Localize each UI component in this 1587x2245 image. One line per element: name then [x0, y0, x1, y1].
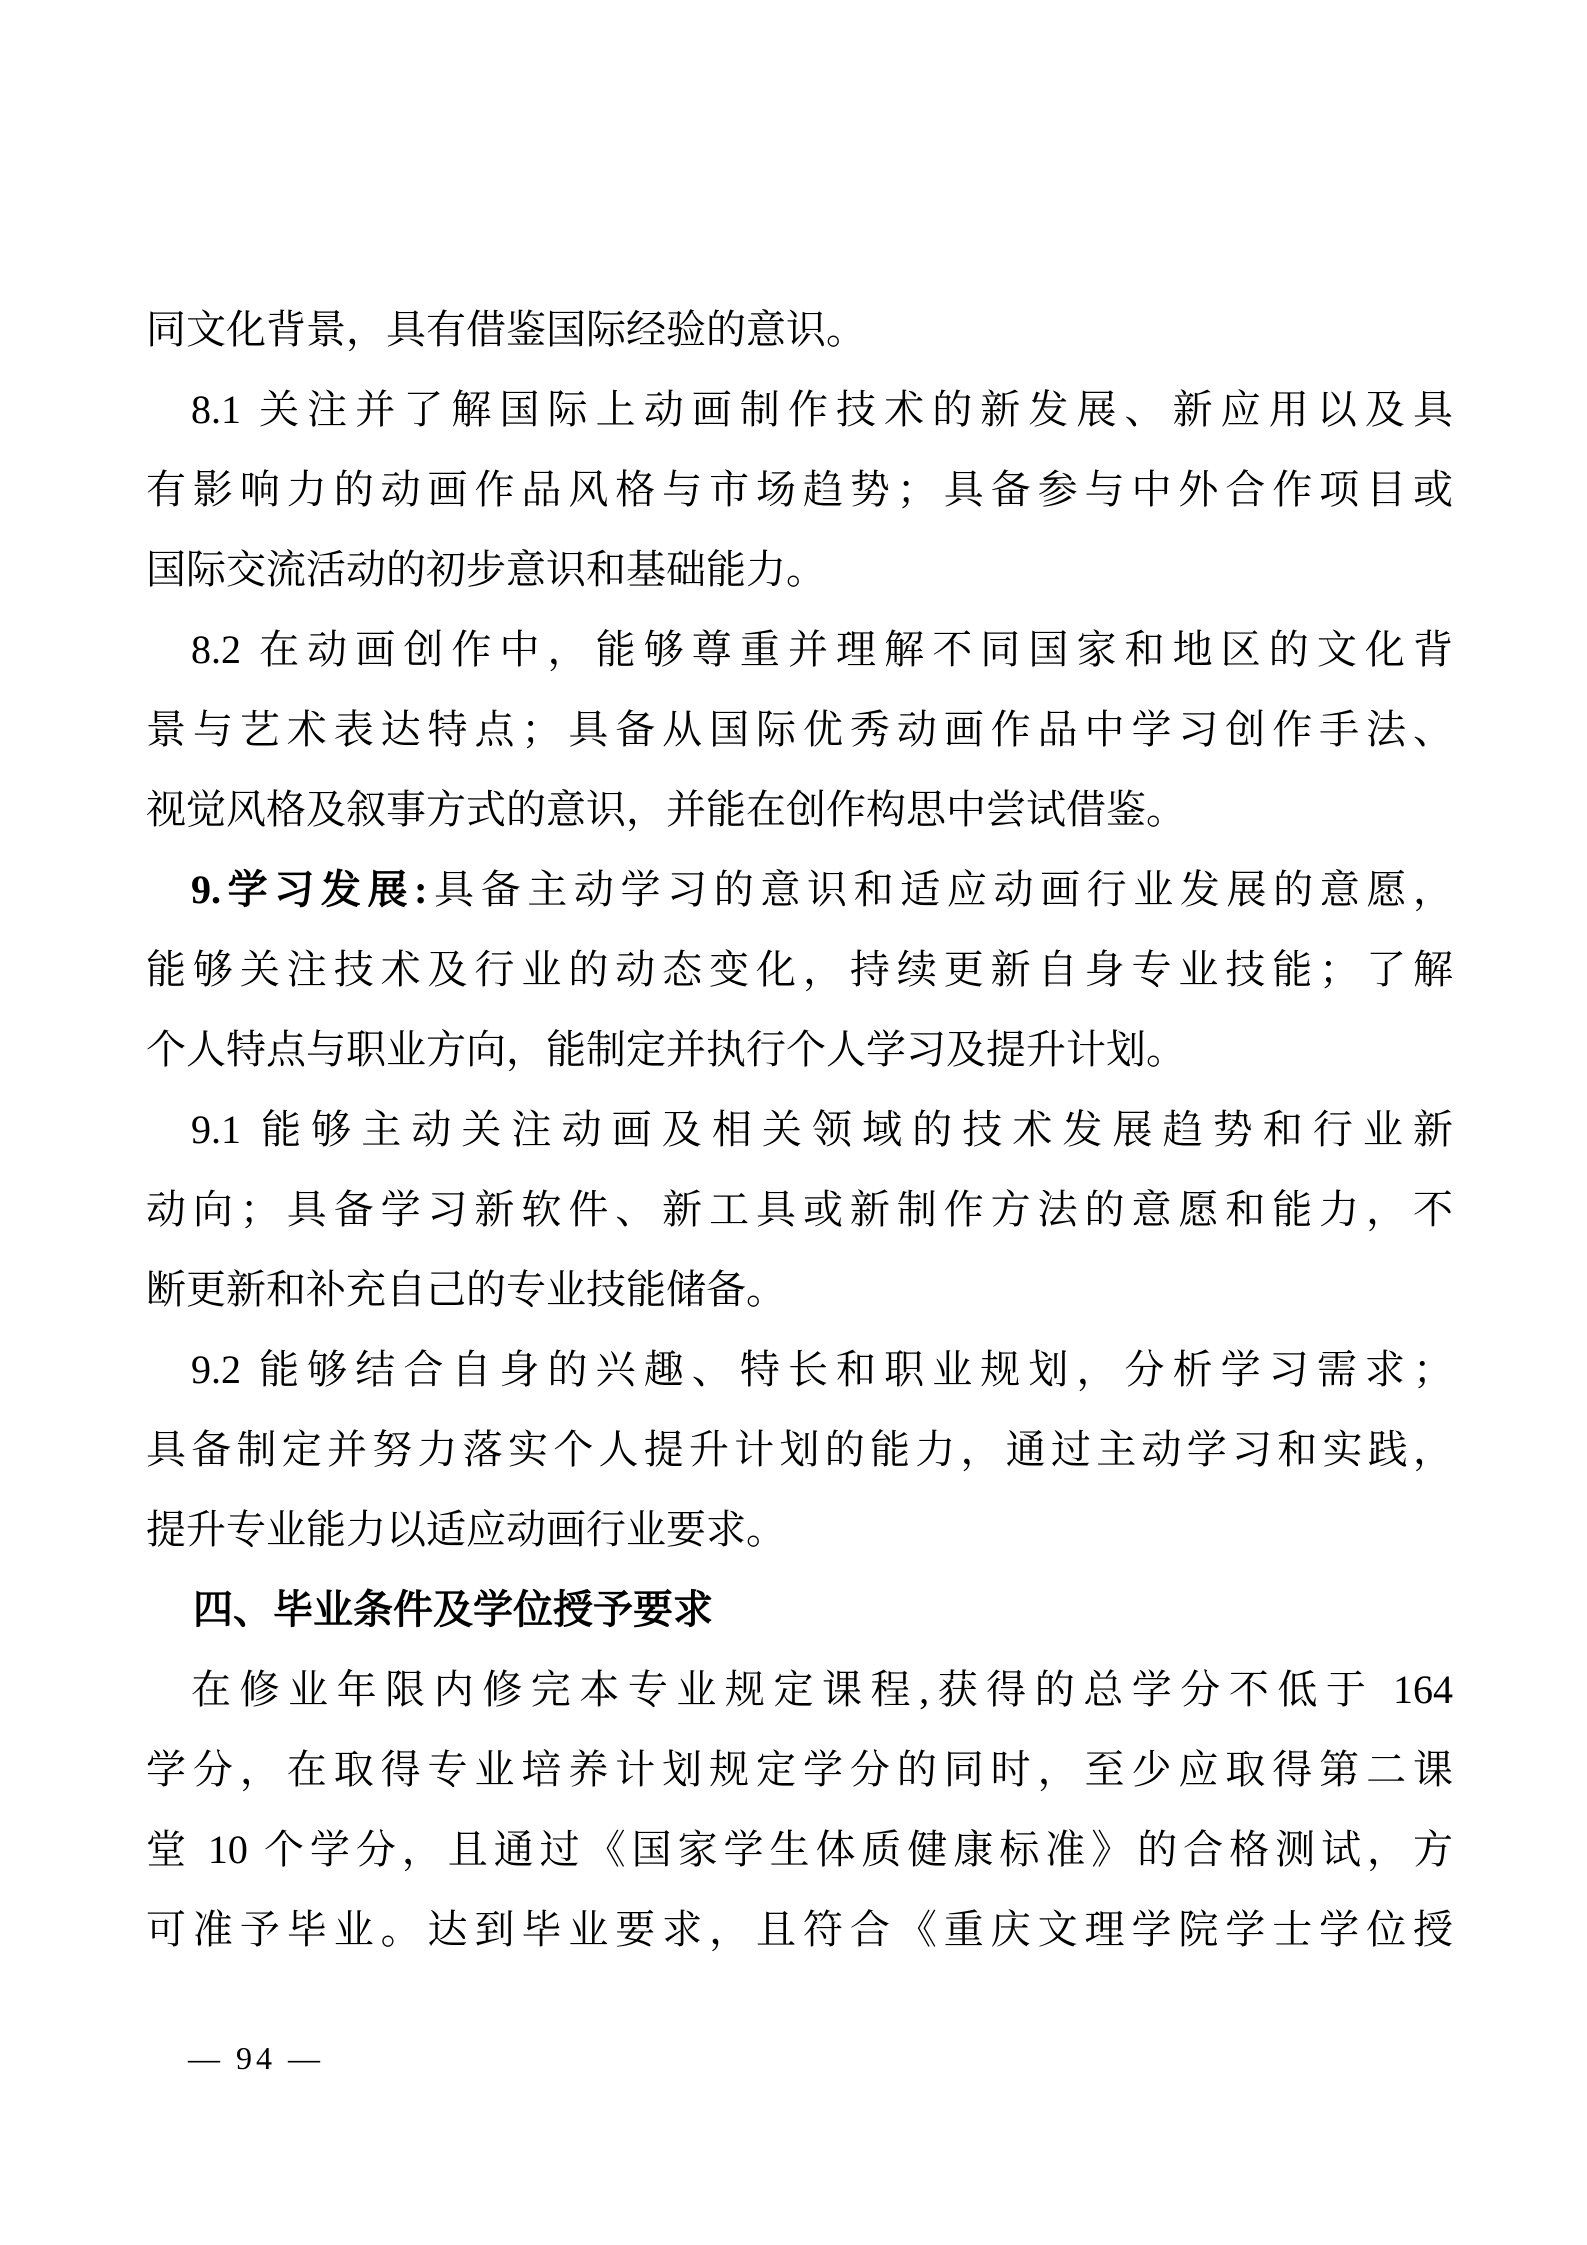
text-line: 动向；具备学习新软件、新工具或新制作方法的意愿和能力，不: [146, 1187, 1453, 1232]
text-line: 8.1 关注并了解国际上动画制作技术的新发展、新应用以及具: [191, 387, 1453, 432]
text-line: 同文化背景，具有借鉴国际经验的意识。: [146, 307, 866, 352]
text-line: 在修业年限内修完本专业规定课程,获得的总学分不低于 164: [191, 1667, 1453, 1712]
text-line: 堂 10 个学分，且通过《国家学生体质健康标准》的合格测试，方: [146, 1827, 1453, 1872]
item-label: 9.学习发展:: [191, 867, 428, 912]
text-line: 能够关注技术及行业的动态变化，持续更新自身专业技能；了解: [146, 947, 1453, 992]
text-line: [146, 850, 1453, 930]
text-line: 国际交流活动的初步意识和基础能力。: [146, 547, 826, 592]
text-line: 提升专业能力以适应动画行业要求。: [146, 1507, 786, 1552]
text-line: 断更新和补充自己的专业技能储备。: [146, 1267, 786, 1312]
text-line: 8.2 在动画创作中，能够尊重并理解不同国家和地区的文化背: [191, 627, 1453, 672]
document-body: [146, 290, 1453, 1970]
text-line: 个人特点与职业方向，能制定并执行个人学习及提升计划。: [146, 1027, 1186, 1072]
text-line: 9.1 能够主动关注动画及相关领域的技术发展趋势和行业新: [191, 1107, 1453, 1152]
section-heading: 四、毕业条件及学位授予要求: [193, 1588, 713, 1632]
page-number: — 94 —: [188, 2040, 324, 2076]
text-line: 学分，在取得专业培养计划规定学分的同时，至少应取得第二课: [146, 1747, 1453, 1792]
text-line: 有影响力的动画作品风格与市场趋势；具备参与中外合作项目或: [146, 467, 1453, 512]
text-line: 可准予毕业。达到毕业要求，且符合《重庆文理学院学士学位授: [146, 1907, 1453, 1952]
text-line-rest: 具备主动学习的意识和适应动画行业发展的意愿，: [427, 867, 1454, 912]
text-line: 视觉风格及叙事方式的意识，并能在创作构思中尝试借鉴。: [146, 787, 1186, 832]
text-line: 具备制定并努力落实个人提升计划的能力，通过主动学习和实践，: [146, 1427, 1453, 1472]
text-line: 9.2 能够结合自身的兴趣、特长和职业规划，分析学习需求；: [191, 1347, 1453, 1392]
text-line: 景与艺术表达特点；具备从国际优秀动画作品中学习创作手法、: [146, 707, 1453, 752]
